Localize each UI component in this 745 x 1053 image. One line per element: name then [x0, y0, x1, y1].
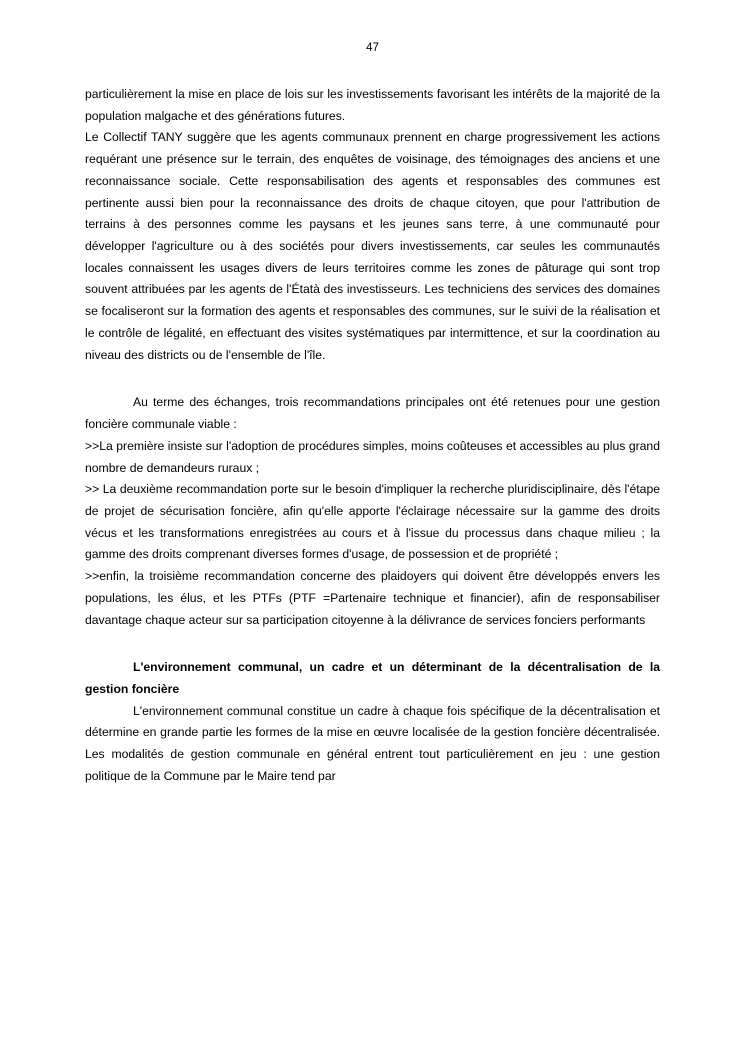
paragraph: >>La première insiste sur l'adoption de procédures simples, moins coûteuses et accessibles au plus grand nombre de demandeurs ruraux ; — [85, 438, 660, 475]
paragraph: Au terme des échanges, trois recommandations principales ont été retenues pour une gestion foncière communale viable : — [85, 395, 660, 432]
section-heading: L'environnement communal, un cadre et un déterminant de la décentralisation de la gestion foncière — [85, 660, 660, 696]
page-number: 47 — [366, 42, 379, 54]
paragraph: Le Collectif TANY suggère que les agents communaux prennent en charge progressivement les actions requérant une présence sur le terrain, des enquêtes de voisinage, des témoignages des anciens et une reconnaissance sociale. Cette responsabilisation des agents et responsables des communes est pertinente aussi bien pour la reconnaissance des droits de chaque citoyen, que pour l'attribution de terrains à des personnes comme les paysans et les jeunes sans terre, à une communauté pour développer l'agriculture ou à des sociétés pour divers investissements, car seules les communautés locales connaissent les usages divers de leurs territoires comme les zones de pâturage qui sont trop souvent attribuées par les agents de l'Étatà des investisseurs. Les techniciens des services des domaines se focaliseront sur la formation des agents et responsables des communes, sur le suivi de la réalisation et le contrôle de légalité, en effectuant des visites systématiques par intermittence, et sur la coordination au niveau des districts ou de l'ensemble de l'île. — [85, 130, 660, 362]
document-body — [85, 84, 660, 788]
paragraph: particulièrement la mise en place de lois sur les investissements favorisant les intérêts de la majorité de la population malgache et des générations futures. — [85, 87, 660, 123]
paragraph: >>enfin, la troisième recommandation concerne des plaidoyers qui doivent être développés envers les populations, les élus, et les PTFs (PTF =Partenaire technique et financier), afin de responsabiliser davantage chaque acteur sur sa participation citoyenne à la délivrance de services fonciers performants — [85, 569, 660, 627]
paragraph: >> La deuxième recommandation porte sur le besoin d'impliquer la recherche pluridisciplinaire, dès l'étape de projet de sécurisation foncière, afin qu'elle apporte l'éclairage nécessaire sur la gamme des droits vécus et les transformations enregistrées au cours et à l'issue du processus dans chaque milieu ; la gamme des droits comprenant diverses formes d'usage, de possession et de propriété ; — [85, 482, 660, 562]
paragraph: L'environnement communal constitue un cadre à chaque fois spécifique de la décentralisation et détermine en grande partie les formes de la mise en œuvre localisée de la gestion foncière décentralisée. Les modalités de gestion communale en général entrent tout particulièrement en jeu : une gestion politique de la Commune par le Maire tend par — [85, 703, 660, 783]
